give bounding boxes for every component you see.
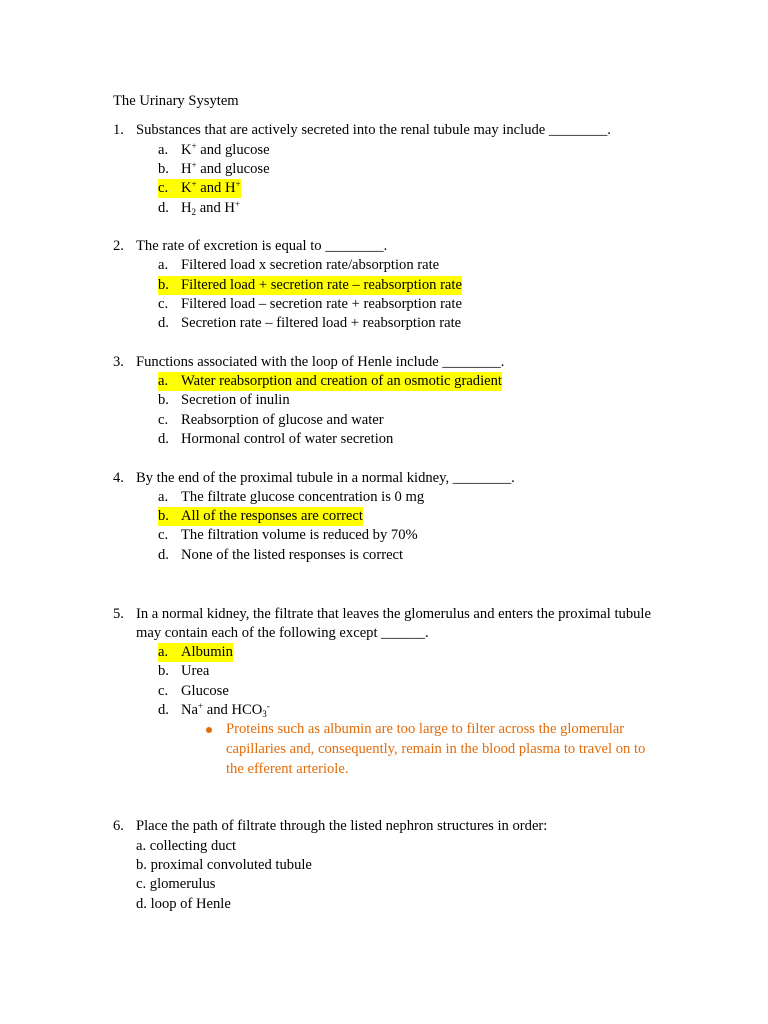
option-letter: c. (158, 683, 169, 699)
text-run: Urea (181, 663, 210, 679)
answer-option (158, 314, 461, 333)
answer-option (158, 662, 209, 681)
text-run: K (181, 142, 192, 158)
answer-option (158, 160, 270, 179)
option-letter: c. (158, 180, 169, 196)
option-text (181, 683, 229, 699)
option-letter: d. (158, 547, 169, 563)
option-letter: b. (158, 277, 169, 293)
superscript: + (235, 179, 241, 189)
option-letter: d. (158, 200, 169, 216)
option-text (181, 702, 270, 718)
superscript: + (191, 141, 197, 151)
option-text (181, 277, 462, 293)
option-text (181, 142, 270, 158)
answer-option (158, 701, 270, 720)
question-text: Place the path of filtrate through the listed nephron structures in order: (136, 818, 548, 834)
answer-option (158, 488, 424, 507)
superscript: + (191, 160, 197, 170)
option-letter: a. (158, 257, 169, 273)
option-text (181, 489, 424, 505)
list-item: b. proximal convoluted tubule (136, 857, 312, 873)
option-text (181, 644, 233, 660)
text-run: Filtered load x secretion rate/absorption rate (181, 257, 440, 273)
option-text (181, 412, 384, 428)
text-run: K (181, 180, 192, 196)
question-number: 3. (113, 354, 124, 370)
answer-option (158, 411, 384, 430)
text-run: and HCO (203, 702, 263, 718)
superscript: + (234, 199, 241, 209)
list-item: d. loop of Henle (136, 896, 231, 912)
question-text: By the end of the proximal tubule in a normal kidney, ________. (136, 470, 515, 486)
answer-option (158, 256, 439, 275)
question-text: The rate of excretion is equal to ________. (136, 238, 388, 254)
explanation-note-line: the efferent arteriole. (226, 761, 349, 777)
text-run: Filtered load – secretion rate + reabsorption rate (181, 296, 462, 312)
text-run: and H (196, 200, 235, 216)
option-text (181, 315, 461, 331)
answer-option-highlighted (158, 372, 502, 391)
text-run: and glucose (196, 142, 270, 158)
text-run: All of the responses are correct (181, 508, 363, 524)
question-text: Functions associated with the loop of Henle include ________. (136, 354, 505, 370)
option-letter: a. (158, 142, 169, 158)
superscript: - (266, 701, 270, 711)
question-text: may contain each of the following except ______. (136, 625, 429, 641)
text-run: Na (181, 702, 199, 718)
text-run: Albumin (181, 644, 233, 660)
document-title: The Urinary Sysytem (113, 93, 239, 109)
answer-option (158, 430, 393, 449)
option-letter: c. (158, 527, 169, 543)
subscript: 2 (191, 207, 197, 217)
option-text (181, 180, 241, 196)
answer-option (158, 546, 403, 565)
subscript: 3 (262, 709, 267, 719)
option-text (181, 431, 393, 447)
option-letter: a. (158, 644, 169, 660)
option-text (181, 527, 418, 543)
question-number: 1. (113, 122, 124, 138)
option-text (181, 663, 209, 679)
bullet-icon (206, 727, 212, 733)
answer-option-highlighted (158, 507, 363, 526)
explanation-note-line: Proteins such as albumin are too large to filter across the glomerular (226, 721, 625, 737)
answer-option (158, 199, 240, 218)
option-text (181, 161, 270, 177)
question-text: In a normal kidney, the filtrate that leaves the glomerulus and enters the proximal tubule (136, 606, 651, 622)
question-number: 5. (113, 606, 124, 622)
option-text (181, 547, 403, 563)
answer-option-highlighted (158, 179, 241, 198)
option-letter: c. (158, 412, 169, 428)
list-item: a. collecting duct (136, 838, 237, 854)
answer-option (158, 141, 270, 160)
answer-option (158, 682, 229, 701)
option-text (181, 257, 439, 273)
text-run: None of the listed responses is correct (181, 547, 404, 563)
question-number: 6. (113, 818, 124, 834)
option-letter: b. (158, 508, 169, 524)
list-item: c. glomerulus (136, 876, 216, 892)
text-run: and H (196, 180, 236, 196)
option-letter: a. (158, 489, 169, 505)
text-run: Glucose (181, 683, 229, 699)
text-run: and glucose (196, 161, 270, 177)
question-number: 4. (113, 470, 124, 486)
option-letter: b. (158, 663, 169, 679)
text-run: Secretion of inulin (181, 392, 290, 408)
option-text (181, 200, 240, 216)
text-run: Water reabsorption and creation of an osmotic gradient (181, 373, 502, 389)
superscript: + (191, 179, 197, 189)
text-run: Reabsorption of glucose and water (181, 412, 384, 428)
option-text (181, 373, 502, 389)
option-letter: a. (158, 373, 169, 389)
text-run: The filtrate glucose concentration is 0 mg (181, 489, 425, 505)
option-letter: b. (158, 161, 169, 177)
question-text: Substances that are actively secreted into the renal tubule may include ________. (136, 122, 611, 138)
answer-option (158, 391, 290, 410)
option-text (181, 508, 363, 524)
text-run: Filtered load + secretion rate – reabsorption rate (181, 277, 462, 293)
text-run: Hormonal control of water secretion (181, 431, 394, 447)
option-text (181, 392, 290, 408)
option-letter: c. (158, 296, 169, 312)
superscript: + (198, 701, 204, 711)
answer-option (158, 295, 462, 314)
answer-option (158, 526, 418, 545)
option-letter: b. (158, 392, 169, 408)
text-run: Secretion rate – filtered load + reabsorption rate (181, 315, 462, 331)
answer-option-highlighted (158, 643, 233, 662)
option-letter: d. (158, 702, 169, 718)
answer-option-highlighted (158, 276, 462, 295)
explanation-note-line: capillaries and, consequently, remain in the blood plasma to travel on to (226, 741, 646, 757)
question-number: 2. (113, 238, 124, 254)
text-run: H (181, 200, 192, 216)
text-run: H (181, 161, 192, 177)
option-letter: d. (158, 315, 169, 331)
text-run: The filtration volume is reduced by 70% (181, 527, 418, 543)
option-text (181, 296, 462, 312)
option-letter: d. (158, 431, 169, 447)
